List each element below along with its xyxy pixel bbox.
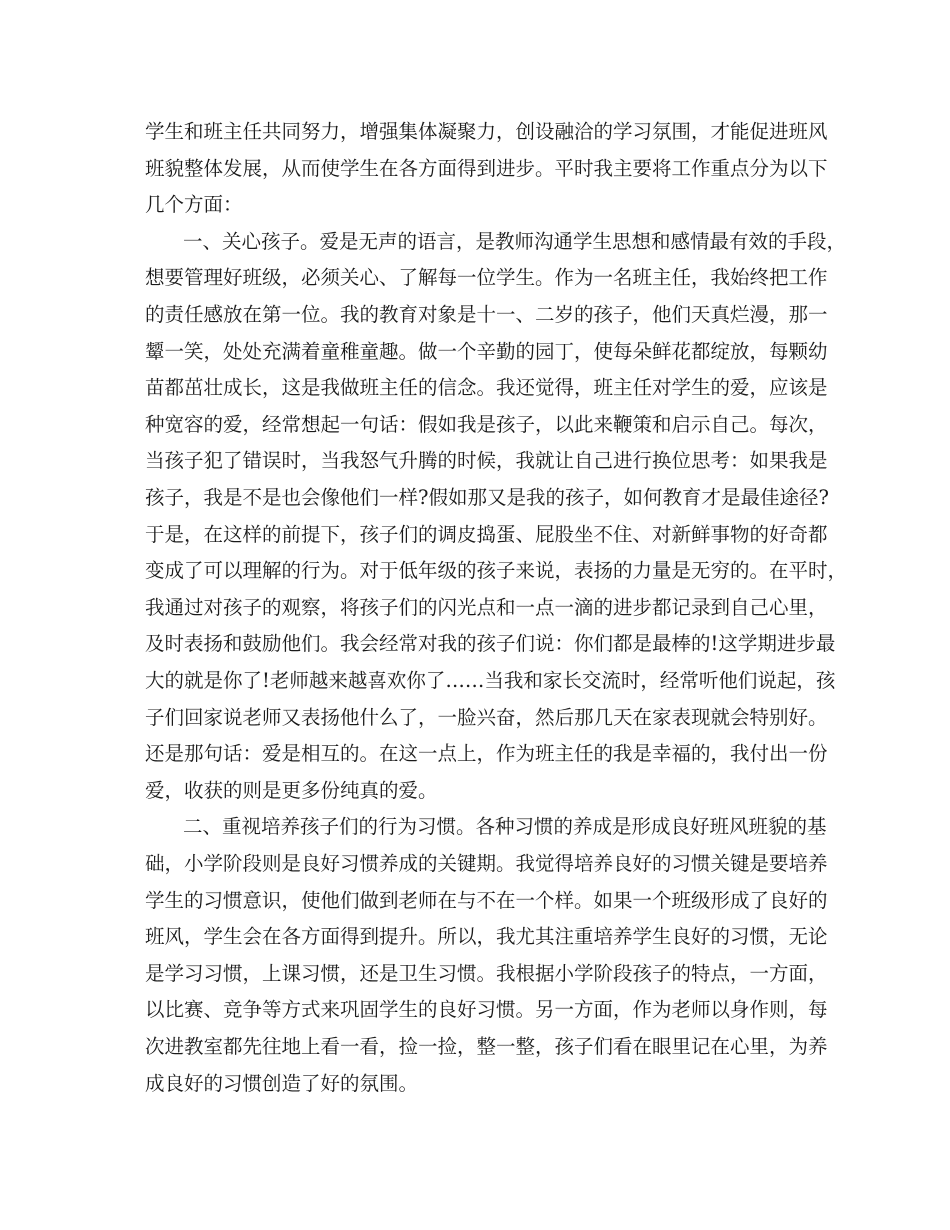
text-line: 及时表扬和鼓励他们。我会经常对我的孩子们说：你们都是最棒的!这学期进步最 (145, 632, 836, 656)
text-line: 班貌整体发展，从而使学生在各方面得到进步。平时我主要将工作重点分为以下 (145, 156, 828, 180)
text-line: 我通过对孩子的观察，将孩子们的闪光点和一点一滴的进步都记录到自己心里， (145, 595, 828, 619)
text-line: 还是那句话：爱是相互的。在这一点上，作为班主任的我是幸福的，我付出一份 (145, 742, 828, 766)
text-line: 一、关心孩子。爱是无声的语言，是教师沟通学生思想和感情最有效的手段， (183, 229, 847, 253)
text-line: 当孩子犯了错误时，当我怒气升腾的时候，我就让自己进行换位思考：如果我是 (145, 449, 828, 473)
text-line: 颦一笑，处处充满着童稚童趣。做一个辛勤的园丁，使每朵鲜花都绽放，每颗幼 (145, 339, 828, 363)
text-line: 班风，学生会在各方面得到提升。所以，我尤其注重培养学生良好的习惯，无论 (145, 925, 828, 949)
text-line: 大的就是你了!老师越来越喜欢你了……当我和家长交流时，经常听他们说起，孩 (145, 669, 836, 692)
text-line: 学生的习惯意识，使他们做到老师在与不在一个样。如果一个班级形成了良好的 (145, 888, 828, 912)
text-line: 几个方面： (145, 193, 243, 217)
text-line: 爱，收获的则是更多份纯真的爱。 (145, 778, 438, 802)
text-line: 次进教室都先往地上看一看，捡一捡，整一整，孩子们看在眼里记在心里，为养 (145, 1035, 828, 1058)
text-line: 于是，在这样的前提下，孩子们的调皮捣蛋、屁股坐不住、对新鲜事物的好奇都 (145, 522, 828, 546)
text-line: 孩子，我是不是也会像他们一样?假如那又是我的孩子，如何教育才是最佳途径? (145, 486, 829, 509)
text-line: 二、重视培养孩子们的行为习惯。各种习惯的养成是形成良好班风班貌的基 (183, 815, 827, 839)
text-line: 子们回家说老师又表扬他什么了，一脸兴奋，然后那几天在家表现就会特别好。 (145, 705, 828, 729)
text-line: 种宽容的爱，经常想起一句话：假如我是孩子，以此来鞭策和启示自己。每次， (145, 412, 828, 436)
text-line: 学生和班主任共同努力，增强集体凝聚力，创设融洽的学习氛围，才能促进班风 (145, 120, 828, 143)
text-line: 成良好的习惯创造了好的氛围。 (145, 1071, 419, 1095)
text-line: 的责任感放在第一位。我的教育对象是十一、二岁的孩子，他们天真烂漫，那一 (145, 303, 828, 326)
text-line: 以比赛、竞争等方式来巩固学生的良好习惯。另一方面，作为老师以身作则，每 (145, 998, 828, 1022)
text-line: 想要管理好班级，必须关心、了解每一位学生。作为一名班主任，我始终把工作 (145, 266, 828, 290)
text-line: 苗都茁壮成长，这是我做班主任的信念。我还觉得，班主任对学生的爱，应该是 (145, 376, 828, 400)
text-line: 础，小学阶段则是良好习惯养成的关键期。我觉得培养良好的习惯关键是要培养 (145, 852, 828, 875)
text-line: 是学习习惯，上课习惯，还是卫生习惯。我根据小学阶段孩子的特点，一方面， (145, 961, 828, 985)
text-line: 变成了可以理解的行为。对于低年级的孩子来说，表扬的力量是无穷的。在平时， (145, 559, 848, 583)
